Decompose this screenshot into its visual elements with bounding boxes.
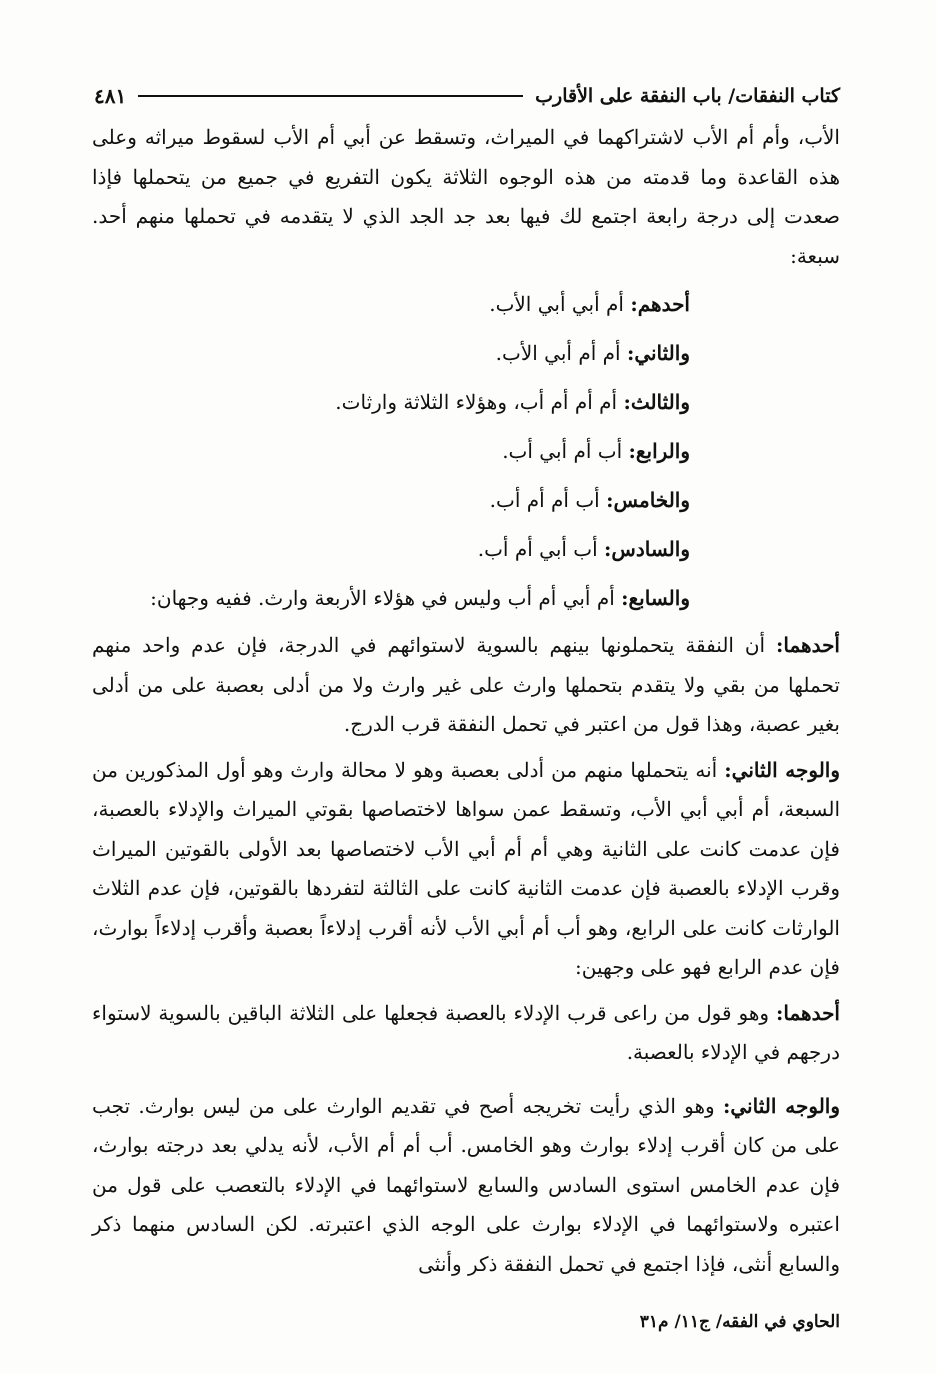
list-item-text: أم أم أبي الأب.	[495, 341, 621, 365]
body-paragraph	[92, 626, 840, 745]
list-item-label: والثاني:	[626, 341, 690, 365]
paragraph-text: وهو الذي رأيت تخريجه أصح في تقديم الوارث على من ليس بوارث. تجب على من كان أقرب إدلاء بوارث وهو الخامس. أب أم أم الأب، لأنه يدلي بعد درجته بوارث، فإن عدم الخامس استوى السادس والسابع لاستوائهما في الإدلاء بالتعصب على قول من اعتبره ولاستوائهما في الإدلاء بوارث على الوجه الذي اعتبرته. لكن السادس منهما ذكر والسابع أنثى، فإذا اجتمع في تحمل النفقة ذكر وأنثى	[92, 1093, 840, 1276]
list-item-label: والسادس:	[604, 537, 690, 561]
list-item-text: أم أبي أبي الأب.	[489, 292, 624, 316]
volume-signature: الحاوي في الفقه/ ج١١/ م٣١	[639, 1312, 840, 1332]
paragraph-text: وهو قول من راعى قرب الإدلاء بالعصبة فجعلها على الثلاثة الباقين بالسوية لاستواء درجهم في الإدلاء بالعصبة.	[92, 1000, 840, 1064]
enumeration-list	[92, 282, 840, 620]
list-item-text: أب أم أم أب.	[489, 488, 600, 512]
intro-paragraph: الأب، وأم أم الأب لاشتراكهما في الميراث، وتسقط عن أبي أم الأب لسقوط ميراثه وعلى هذه القاعدة وما قدمته من هذه الوجوه الثلاثة يكون التفريع في جميع من يتحملها فإذا صعدت إلى درجة رابعة اجتمع لك فيها بعد جد الجد الذي لا يتقدمه في تحملها منهم أحد. سبعة:	[92, 125, 840, 268]
page-body	[92, 118, 840, 1284]
list-item-text: أم أم أم أب، وهؤلاء الثلاثة وارثات.	[335, 390, 618, 414]
list-item	[92, 282, 690, 326]
list-item-text: أم أبي أم أب وليس في هؤلاء الأربعة وارث. ففيه وجهان:	[150, 586, 615, 610]
page-number: ٤٨١	[94, 84, 127, 108]
paragraph-label: أحدهما:	[775, 1000, 840, 1025]
list-item-text: أب أم أبي أب.	[502, 439, 623, 463]
list-item-label: والخامس:	[606, 488, 690, 512]
list-item	[92, 527, 690, 571]
list-item-text: أب أبي أم أب.	[477, 537, 598, 561]
running-header	[94, 78, 840, 114]
list-item	[92, 576, 690, 620]
list-item-label: والرابع:	[628, 439, 690, 463]
list-item-label: والثالث:	[623, 390, 690, 414]
paragraph-text: أنه يتحملها منهم من أدلى بعصبة وهو لا محالة وارث وهو أول المذكورين من السبعة، أم أبي أبي الأب، وتسقط عمن سواها لاختصاصها بقوتي الميراث والإدلاء بالعصبة، فإن عدمت كانت على الثانية وهي أم أم أبي الأب لاختصاصها بعد الأولى بالقوتين الميراث وقرب الإدلاء بالعصبة فإن عدمت الثانية كانت على الثالثة لتفردها بالقوتين، فإن عدم الثلاث الوارثات كانت على الرابع، وهو أب أم أبي الأب لأنه أقرب إدلاءاً بعصبة وأقرب إدلاءاً بوارث، فإن عدم الرابع فهو على وجهين:	[92, 757, 840, 979]
list-item	[92, 380, 690, 424]
body-paragraph	[92, 751, 840, 988]
list-item	[92, 331, 690, 375]
list-item-label: أحدهم:	[630, 292, 690, 316]
body-paragraph	[92, 994, 840, 1073]
body-paragraph	[92, 1087, 840, 1285]
paragraph-text: أن النفقة يتحملونها بينهم بالسوية لاستوائهم في الدرجة، فإن عدم واحد منهم تحملها من بقي ولا يتقدم بتحملها وارث على غير وارث ولا من أدلى بعصبة على من أدلى بغير عصبة، وهذا قول من اعتبر في تحمل النفقة قرب الدرج.	[92, 633, 840, 736]
list-item-label: والسابع:	[621, 586, 690, 610]
header-rule	[138, 95, 523, 97]
list-item	[92, 478, 690, 522]
chapter-title: كتاب النفقات/ باب النفقة على الأقارب	[535, 85, 840, 107]
paragraph-label: والوجه الثاني:	[724, 757, 841, 782]
paragraph-label: أحدهما:	[775, 633, 840, 657]
list-item	[92, 429, 690, 473]
paragraph-label: والوجه الثاني:	[723, 1093, 841, 1118]
